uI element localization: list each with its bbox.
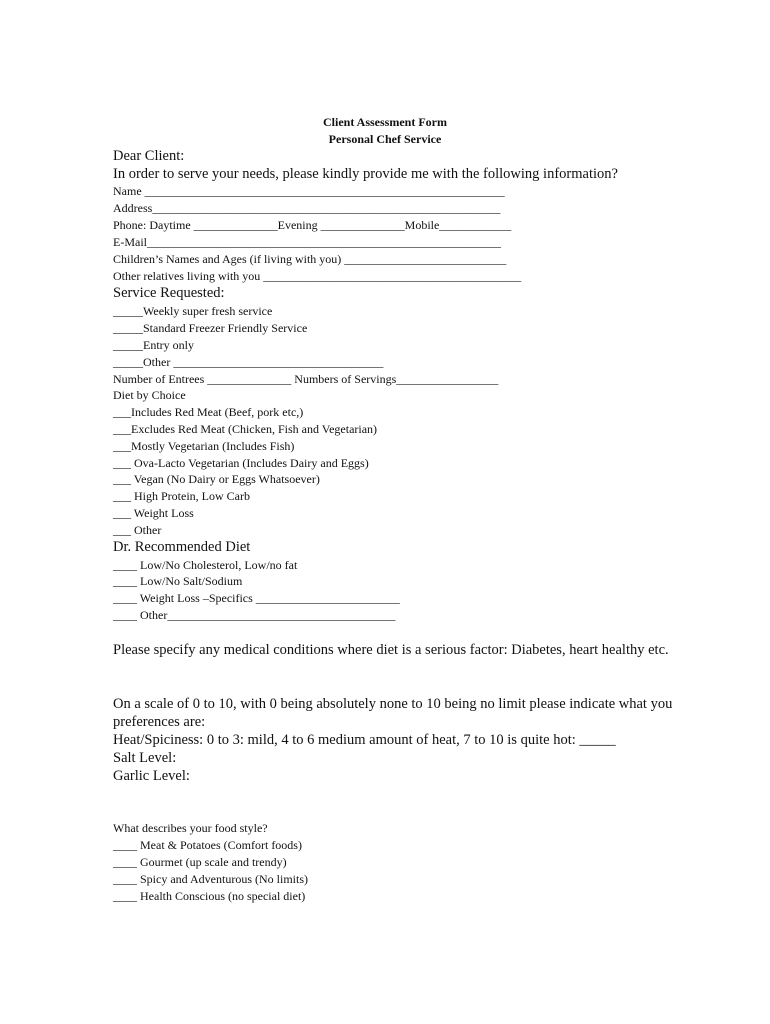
phone-field[interactable]: Phone: Daytime ______________Evening ______________Mobile____________ xyxy=(113,218,512,232)
children-field[interactable]: Children’s Names and Ages (if living with you) ___________________________ xyxy=(113,252,507,266)
intro-request: In order to serve your needs, please kindly provide me with the following information? xyxy=(113,166,618,182)
relatives-field[interactable]: Other relatives living with you ___________________________________________ xyxy=(113,269,522,283)
food-style-option[interactable]: ____ Gourmet (up scale and trendy) xyxy=(113,855,287,869)
service-option-other[interactable]: _____Other ___________________________________ xyxy=(113,355,384,369)
name-field[interactable]: Name ____________________________________________________________ xyxy=(113,184,505,198)
scale-intro-text: On a scale of 0 to 10, with 0 being absolutely none to 10 being no limit please indicate what you preferences are: xyxy=(113,696,673,730)
email-field[interactable]: E-Mail___________________________________________________________ xyxy=(113,235,501,249)
food-style-option[interactable]: ____ Health Conscious (no special diet) xyxy=(113,889,306,903)
diet-option[interactable]: ___ Weight Loss xyxy=(113,506,194,520)
diet-option[interactable]: ___ Ova-Lacto Vegetarian (Includes Dairy and Eggs) xyxy=(113,456,369,470)
dr-diet-heading: Dr. Recommended Diet xyxy=(113,539,251,555)
dr-diet-option[interactable]: ____ Low/No Cholesterol, Low/no fat xyxy=(113,558,298,572)
diet-option[interactable]: ___ High Protein, Low Carb xyxy=(113,489,250,503)
garlic-level-field[interactable]: Garlic Level: xyxy=(113,768,190,784)
greeting: Dear Client: xyxy=(113,148,185,164)
salt-level-field[interactable]: Salt Level: xyxy=(113,750,177,766)
food-style-heading: What describes your food style? xyxy=(113,821,268,835)
service-heading: Service Requested: xyxy=(113,285,225,301)
entrees-servings-field[interactable]: Number of Entrees ______________ Numbers of Servings_________________ xyxy=(113,372,499,386)
diet-option[interactable]: ___ Vegan (No Dairy or Eggs Whatsoever) xyxy=(113,472,320,486)
heat-level-field[interactable]: Heat/Spiciness: 0 to 3: mild, 4 to 6 medium amount of heat, 7 to 10 is quite hot: _____ xyxy=(113,732,616,748)
service-option-freezer[interactable]: _____Standard Freezer Friendly Service xyxy=(113,321,308,335)
diet-option[interactable]: ___ Other xyxy=(113,523,162,537)
dr-diet-option[interactable]: ____ Weight Loss –Specifics ________________________ xyxy=(113,591,400,605)
form-subtitle: Personal Chef Service xyxy=(328,132,442,146)
dr-diet-option[interactable]: ____ Low/No Salt/Sodium xyxy=(113,574,243,588)
form-title: Client Assessment Form xyxy=(323,115,447,129)
address-field[interactable]: Address__________________________________________________________ xyxy=(113,201,501,215)
service-option-entry[interactable]: _____Entry only xyxy=(113,338,194,352)
food-style-option[interactable]: ____ Spicy and Adventurous (No limits) xyxy=(113,872,308,886)
medical-conditions-text: Please specify any medical conditions where diet is a serious factor: Diabetes, heart healthy etc. xyxy=(113,642,669,658)
service-option-weekly[interactable]: _____Weekly super fresh service xyxy=(113,304,273,318)
diet-heading: Diet by Choice xyxy=(113,388,186,402)
diet-option[interactable]: ___Includes Red Meat (Beef, pork etc,) xyxy=(113,405,304,419)
diet-option[interactable]: ___Mostly Vegetarian (Includes Fish) xyxy=(113,439,295,453)
diet-option[interactable]: ___Excludes Red Meat (Chicken, Fish and Vegetarian) xyxy=(113,422,378,436)
food-style-option[interactable]: ____ Meat & Potatoes (Comfort foods) xyxy=(113,838,302,852)
dr-diet-option[interactable]: ____ Other______________________________________ xyxy=(113,608,396,622)
